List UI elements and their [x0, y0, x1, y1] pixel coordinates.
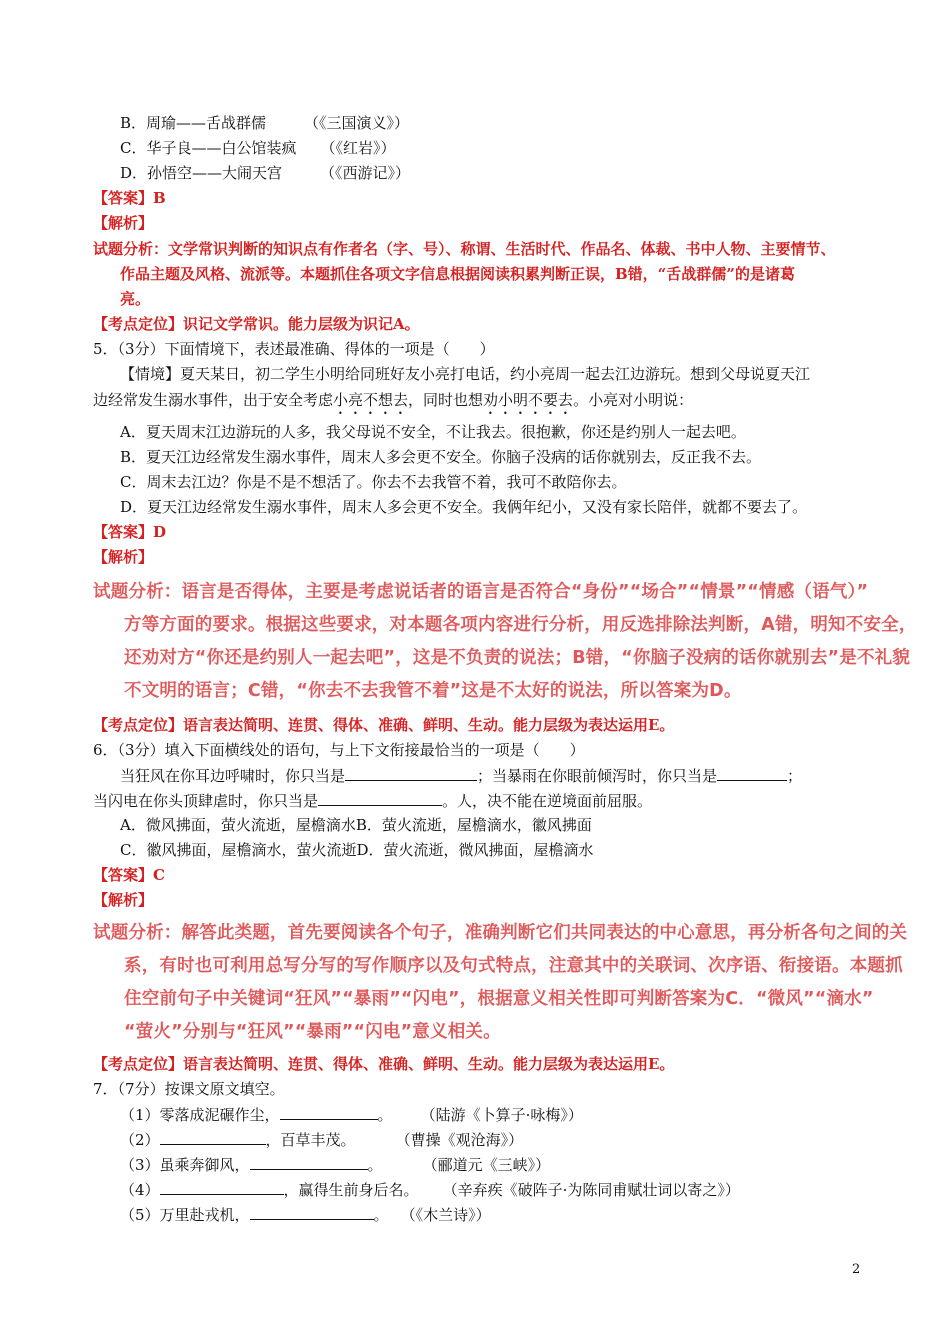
- q5-option-d: D．夏天江边经常发生溺水事件，周末人多会更不安全。我俩年纪小，又没有家长陪伴，就都不要去了。: [120, 498, 808, 516]
- q5-scene-line-2: 边经常发生溺水事件，出于安全考虑小亮不想去，同时也想劝小明不要去。小亮对小明说：: [93, 391, 694, 409]
- q6-analysis-line-2: 系，有时也可利用总写分写的写作顺序以及句式特点，注意其中的关联词、次序语、衔接语。本题抓: [124, 956, 903, 976]
- q7-item-4: （4） ，赢得生前身后名。 （辛弃疾《破阵子·为陈同甫赋壮词以寄之》）: [120, 1178, 740, 1201]
- q6-kaodian: 【考点定位】语言表达简明、连贯、得体、准确、鲜明、生动。能力层级为表达运用E。: [93, 1055, 675, 1073]
- q5-option-b: B．夏天江边经常发生溺水事件，周末人多会更不安全。你脑子没病的话你就别去，反正我不去。: [120, 448, 762, 466]
- q6-options-ab: A．微风拂面，萤火流逝，屋檐滴水B．萤火流逝，屋檐滴水，徽风拂面: [120, 816, 592, 834]
- q4-option-c: [120, 137, 396, 159]
- q5-analysis-line-4: 不文明的语言；C错，“你去不去我管不着”这是不太好的说法，所以答案为D。: [124, 681, 742, 701]
- q5-analysis-line-2: 方等方面的要求。根据这些要求，对本题各项内容进行分析，用反选排除法判断，A错，明知不安全，: [124, 615, 917, 635]
- q6-options-cd: C．徽风拂面，屋檐滴水，萤火流逝D．萤火流逝，微风拂面，屋檐滴水: [120, 841, 594, 859]
- fill-blank: [160, 1128, 266, 1145]
- q6-analysis-line-3: 住空前句子中关键词“狂风”“暴雨”“闪电”，根据意义相关性即可判断答案为C．“微风”“滴水”: [124, 989, 874, 1009]
- q6-jiexi-label: 【解析】: [93, 891, 154, 909]
- q5-kaodian: 【考点定位】语言表达简明、连贯、得体、准确、鲜明、生动。能力层级为表达运用E。: [93, 716, 675, 734]
- q6-answer: 【答案】C: [93, 866, 165, 884]
- q4-analysis-line-2: 作品主题及风格、流派等。本题抓住各项文字信息根据阅读积累判断正误，B错，“舌战群儒”的是诸葛: [120, 265, 795, 283]
- option-source: （《西游记》）: [320, 164, 411, 182]
- q4-jiexi-label: 【解析】: [93, 214, 154, 232]
- fill-blank: [250, 1153, 368, 1170]
- q4-option-d: [120, 162, 410, 184]
- option-source: （《红岩》）: [320, 139, 396, 157]
- q5-scene-line-1: 【情境】夏天某日，初二学生小明给同班好友小亮打电话，约小亮周一起去江边游玩。想到父母说夏天江: [120, 365, 811, 383]
- q5-option-c: C．周末去江边？你是不是不想活了。你去不去我管不着，我可不敢陪你去。: [120, 473, 627, 491]
- q6-stem: 6．（3分）填入下面横线处的语句，与上下文衔接最恰当的一项是（ ）: [93, 741, 585, 759]
- q7-stem: 7．（7分）按课文原文填空。: [93, 1080, 285, 1098]
- q7-item-2: （2） ，百草丰茂。 （曹操《观沧海》）: [120, 1128, 523, 1151]
- q5-answer: 【答案】D: [93, 523, 167, 541]
- q7-item-5: （5）万里赴戎机， 。 （《木兰诗》）: [120, 1203, 491, 1226]
- q4-analysis-line-3: 亮。: [120, 290, 151, 308]
- fill-blank-2: [717, 764, 787, 781]
- fill-blank: [280, 1103, 378, 1120]
- q6-analysis-line-4: “萤火”分别与“狂风”“暴雨”“闪电”意义相关。: [124, 1022, 501, 1042]
- fill-blank-1: [345, 764, 477, 781]
- q5-analysis-line-1: 试题分析：语言是否得体，主要是考虑说话者的语言是否符合“身份”“场合”“情景”“情感（语气）”: [93, 582, 869, 602]
- q5-option-a: A．夏天周末江边游玩的人多，我父母说不安全，不让我去。很抱歉，你还是约别人一起去吧。: [120, 423, 746, 441]
- q7-item-3: （3）虽乘奔御风， 。 （郦道元《三峡》）: [120, 1153, 550, 1176]
- emphasis-text: 小亮不想去: [333, 391, 409, 409]
- fill-blank-3: [318, 789, 442, 806]
- q4-option-b: [120, 112, 409, 134]
- q6-analysis-line-1: 试题分析：解答此类题，首先要阅读各个句子，准确判断它们共同表达的中心意思，再分析各句之间的关: [93, 923, 908, 943]
- q4-kaodian: 【考点定位】识记文学常识。能力层级为识记A。: [93, 315, 420, 333]
- option-source: （《三国演义》）: [304, 114, 410, 132]
- q7-item-1: （1）零落成泥碾作尘， 。 （陆游《卜算子·咏梅》）: [120, 1103, 583, 1126]
- q5-analysis-line-3: 还劝对方“你还是约别人一起去吧”，这是不负责的说法；B错，“你脑子没病的话你就别去”是不礼貌: [124, 648, 911, 668]
- option-text: C．华子良——白公馆装疯: [120, 139, 297, 157]
- q4-analysis-line-1: 试题分析：文学常识判断的知识点有作者名（字、号）、称谓、生活时代、作品名、体裁、书中人物、主要情节、: [93, 240, 836, 258]
- fill-blank: [160, 1178, 284, 1195]
- emphasis-text: 劝小明不要去: [483, 391, 574, 409]
- option-text: D．孙悟空——大闹天宫: [120, 164, 283, 182]
- q5-jiexi-label: 【解析】: [93, 548, 154, 566]
- q4-answer: 【答案】B: [93, 189, 166, 207]
- q6-text-line-2: 当闪电在你头顶肆虐时，你只当是 。人，决不能在逆境面前屈服。: [93, 789, 652, 812]
- option-text: B．周瑜——舌战群儒: [120, 114, 267, 132]
- q5-stem: 5．（3分）下面情境下，表述最准确、得体的一项是（ ）: [93, 340, 495, 358]
- q6-text-line-1: 当狂风在你耳边呼啸时，你只当是 ；当暴雨在你眼前倾泻时，你只当是 ；: [120, 764, 802, 787]
- page-number: 2: [852, 1262, 861, 1277]
- fill-blank: [250, 1203, 374, 1220]
